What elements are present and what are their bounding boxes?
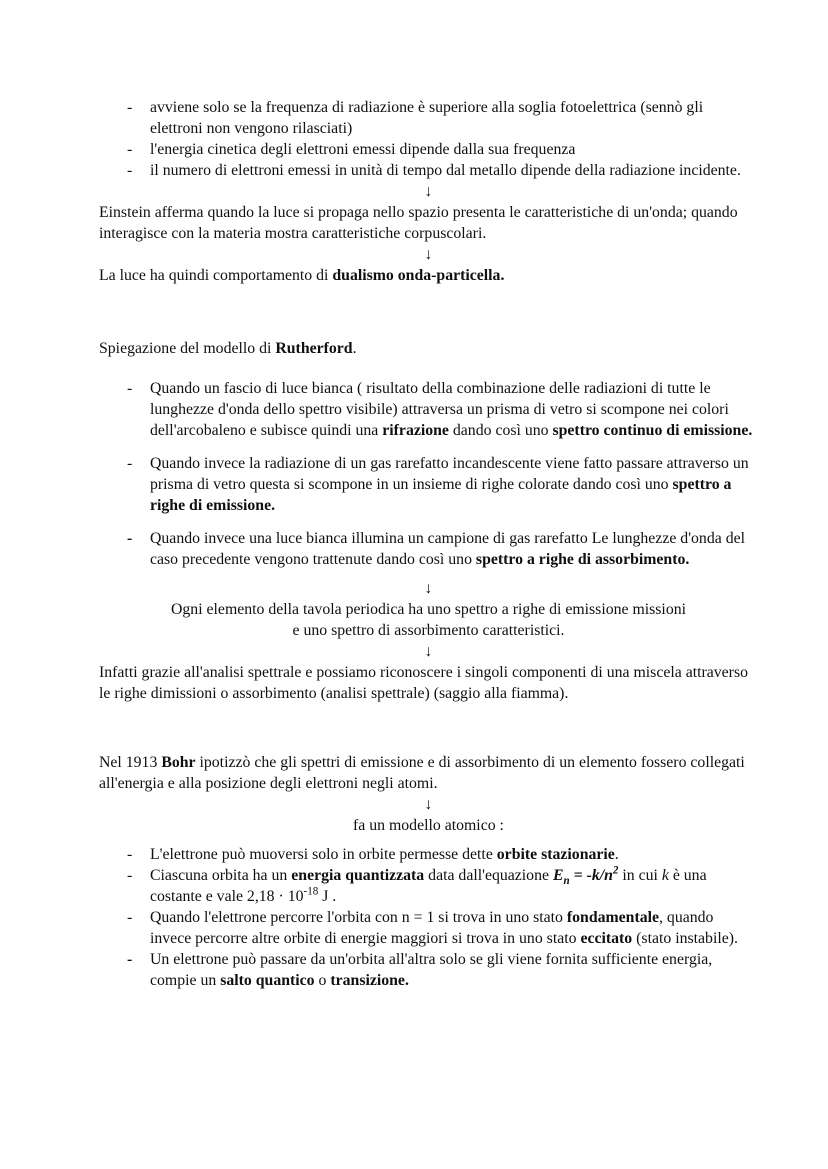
down-arrow: ↓ bbox=[424, 580, 433, 597]
rutherford-spectra-list bbox=[99, 378, 758, 570]
list-item-text: L'elettrone può muoversi solo in orbite permesse dette orbite stazionarie. bbox=[150, 846, 619, 863]
photoelectric-effect-list bbox=[99, 97, 758, 181]
paragraph-bohr-1913: Nel 1913 Bohr ipotizzò che gli spettri di emissione e di assorbimento di un elemento fossero collegati all'energia e alla posizione degli elettroni negli atomi. bbox=[99, 754, 745, 792]
list-item-text: l'energia cinetica degli elettroni emessi dipende dalla sua frequenza bbox=[150, 141, 576, 158]
bullet-dash: - bbox=[127, 530, 133, 547]
down-arrow: ↓ bbox=[424, 183, 433, 200]
list-item-text: Quando invece la radiazione di un gas rarefatto incandescente viene fatto passare attraverso un prisma di vetro questa si scompone in un insieme di righe colorate dando così uno spettro a righe di emissione. bbox=[150, 455, 749, 514]
paragraph-dualismo: La luce ha quindi comportamento di dualismo onda-particella. bbox=[99, 267, 505, 284]
down-arrow: ↓ bbox=[424, 796, 433, 813]
bullet-dash: - bbox=[127, 99, 133, 116]
list-item bbox=[127, 139, 758, 160]
list-item bbox=[127, 97, 758, 139]
bullet-dash: - bbox=[127, 162, 133, 179]
bullet-dash: - bbox=[127, 951, 133, 968]
list-item bbox=[127, 160, 758, 181]
paragraph-analisi-spettrale: Infatti grazie all'analisi spettrale e possiamo riconoscere i singoli componenti di una miscela attraverso le righe dimissioni o assorbimento (analisi spettrale) (saggio alla fiamma). bbox=[99, 664, 748, 702]
list-item-text: Un elettrone può passare da un'orbita all'altra solo se gli viene fornita sufficiente energia, compie un salto quantico o transizione. bbox=[150, 951, 713, 989]
bullet-dash: - bbox=[127, 380, 133, 397]
list-item-text: Quando un fascio di luce bianca ( risultato della combinazione delle radiazioni di tutte le lunghezze d'onda dello spettro visibile) attraversa un prisma di vetro si scompone nei colori dell'arcobaleno e subisce quindi una rifrazione dando così uno spettro continuo di emissione. bbox=[150, 380, 753, 439]
list-item-text: il numero di elettroni emessi in unità di tempo dal metallo dipende della radiazione incidente. bbox=[150, 162, 741, 179]
bullet-dash: - bbox=[127, 455, 133, 472]
list-item bbox=[127, 528, 758, 570]
list-item bbox=[127, 949, 758, 991]
list-item bbox=[127, 453, 758, 516]
paragraph-modello-atomico: fa un modello atomico : bbox=[353, 817, 504, 834]
bullet-dash: - bbox=[127, 867, 133, 884]
bohr-model-list bbox=[99, 844, 758, 991]
bullet-dash: - bbox=[127, 141, 133, 158]
paragraph-einstein: Einstein afferma quando la luce si propaga nello spazio presenta le caratteristiche di un'onda; quando interagisce con la materia mostra caratteristiche corpuscolari. bbox=[99, 204, 738, 242]
list-item-text: Quando invece una luce bianca illumina un campione di gas rarefatto Le lunghezze d'onda del caso precedente vengono trattenute dando così uno spettro a righe di assorbimento. bbox=[150, 530, 745, 568]
list-item-text: avviene solo se la frequenza di radiazione è superiore alla soglia fotoelettrica (sennò gli elettroni non vengono rilasciati) bbox=[150, 99, 704, 137]
list-item bbox=[127, 907, 758, 949]
list-item bbox=[127, 844, 758, 865]
paragraph-spiegazione-rutherford: Spiegazione del modello di Rutherford. bbox=[99, 340, 357, 357]
paragraph-tavola-periodica: Ogni elemento della tavola periodica ha uno spettro a righe di emissione missioni e uno spettro di assorbimento caratteristici. bbox=[170, 601, 687, 639]
list-item bbox=[127, 378, 758, 441]
down-arrow: ↓ bbox=[424, 246, 433, 263]
bullet-dash: - bbox=[127, 909, 133, 926]
bullet-dash: - bbox=[127, 846, 133, 863]
list-item-text: Ciascuna orbita ha un energia quantizzata data dall'equazione $E_n = -k/n^2$ in cui k è una costante e vale $2,18 \cdot 10^{-18}$ J . bbox=[150, 864, 707, 905]
list-item-text: Quando l'elettrone percorre l'orbita con n = 1 si trova in uno stato fondamentale, quando invece percorre altre orbite di energie maggiori si trova in uno stato eccitato (stato instabile). bbox=[150, 909, 738, 947]
list-item bbox=[127, 865, 758, 907]
down-arrow: ↓ bbox=[424, 643, 433, 660]
